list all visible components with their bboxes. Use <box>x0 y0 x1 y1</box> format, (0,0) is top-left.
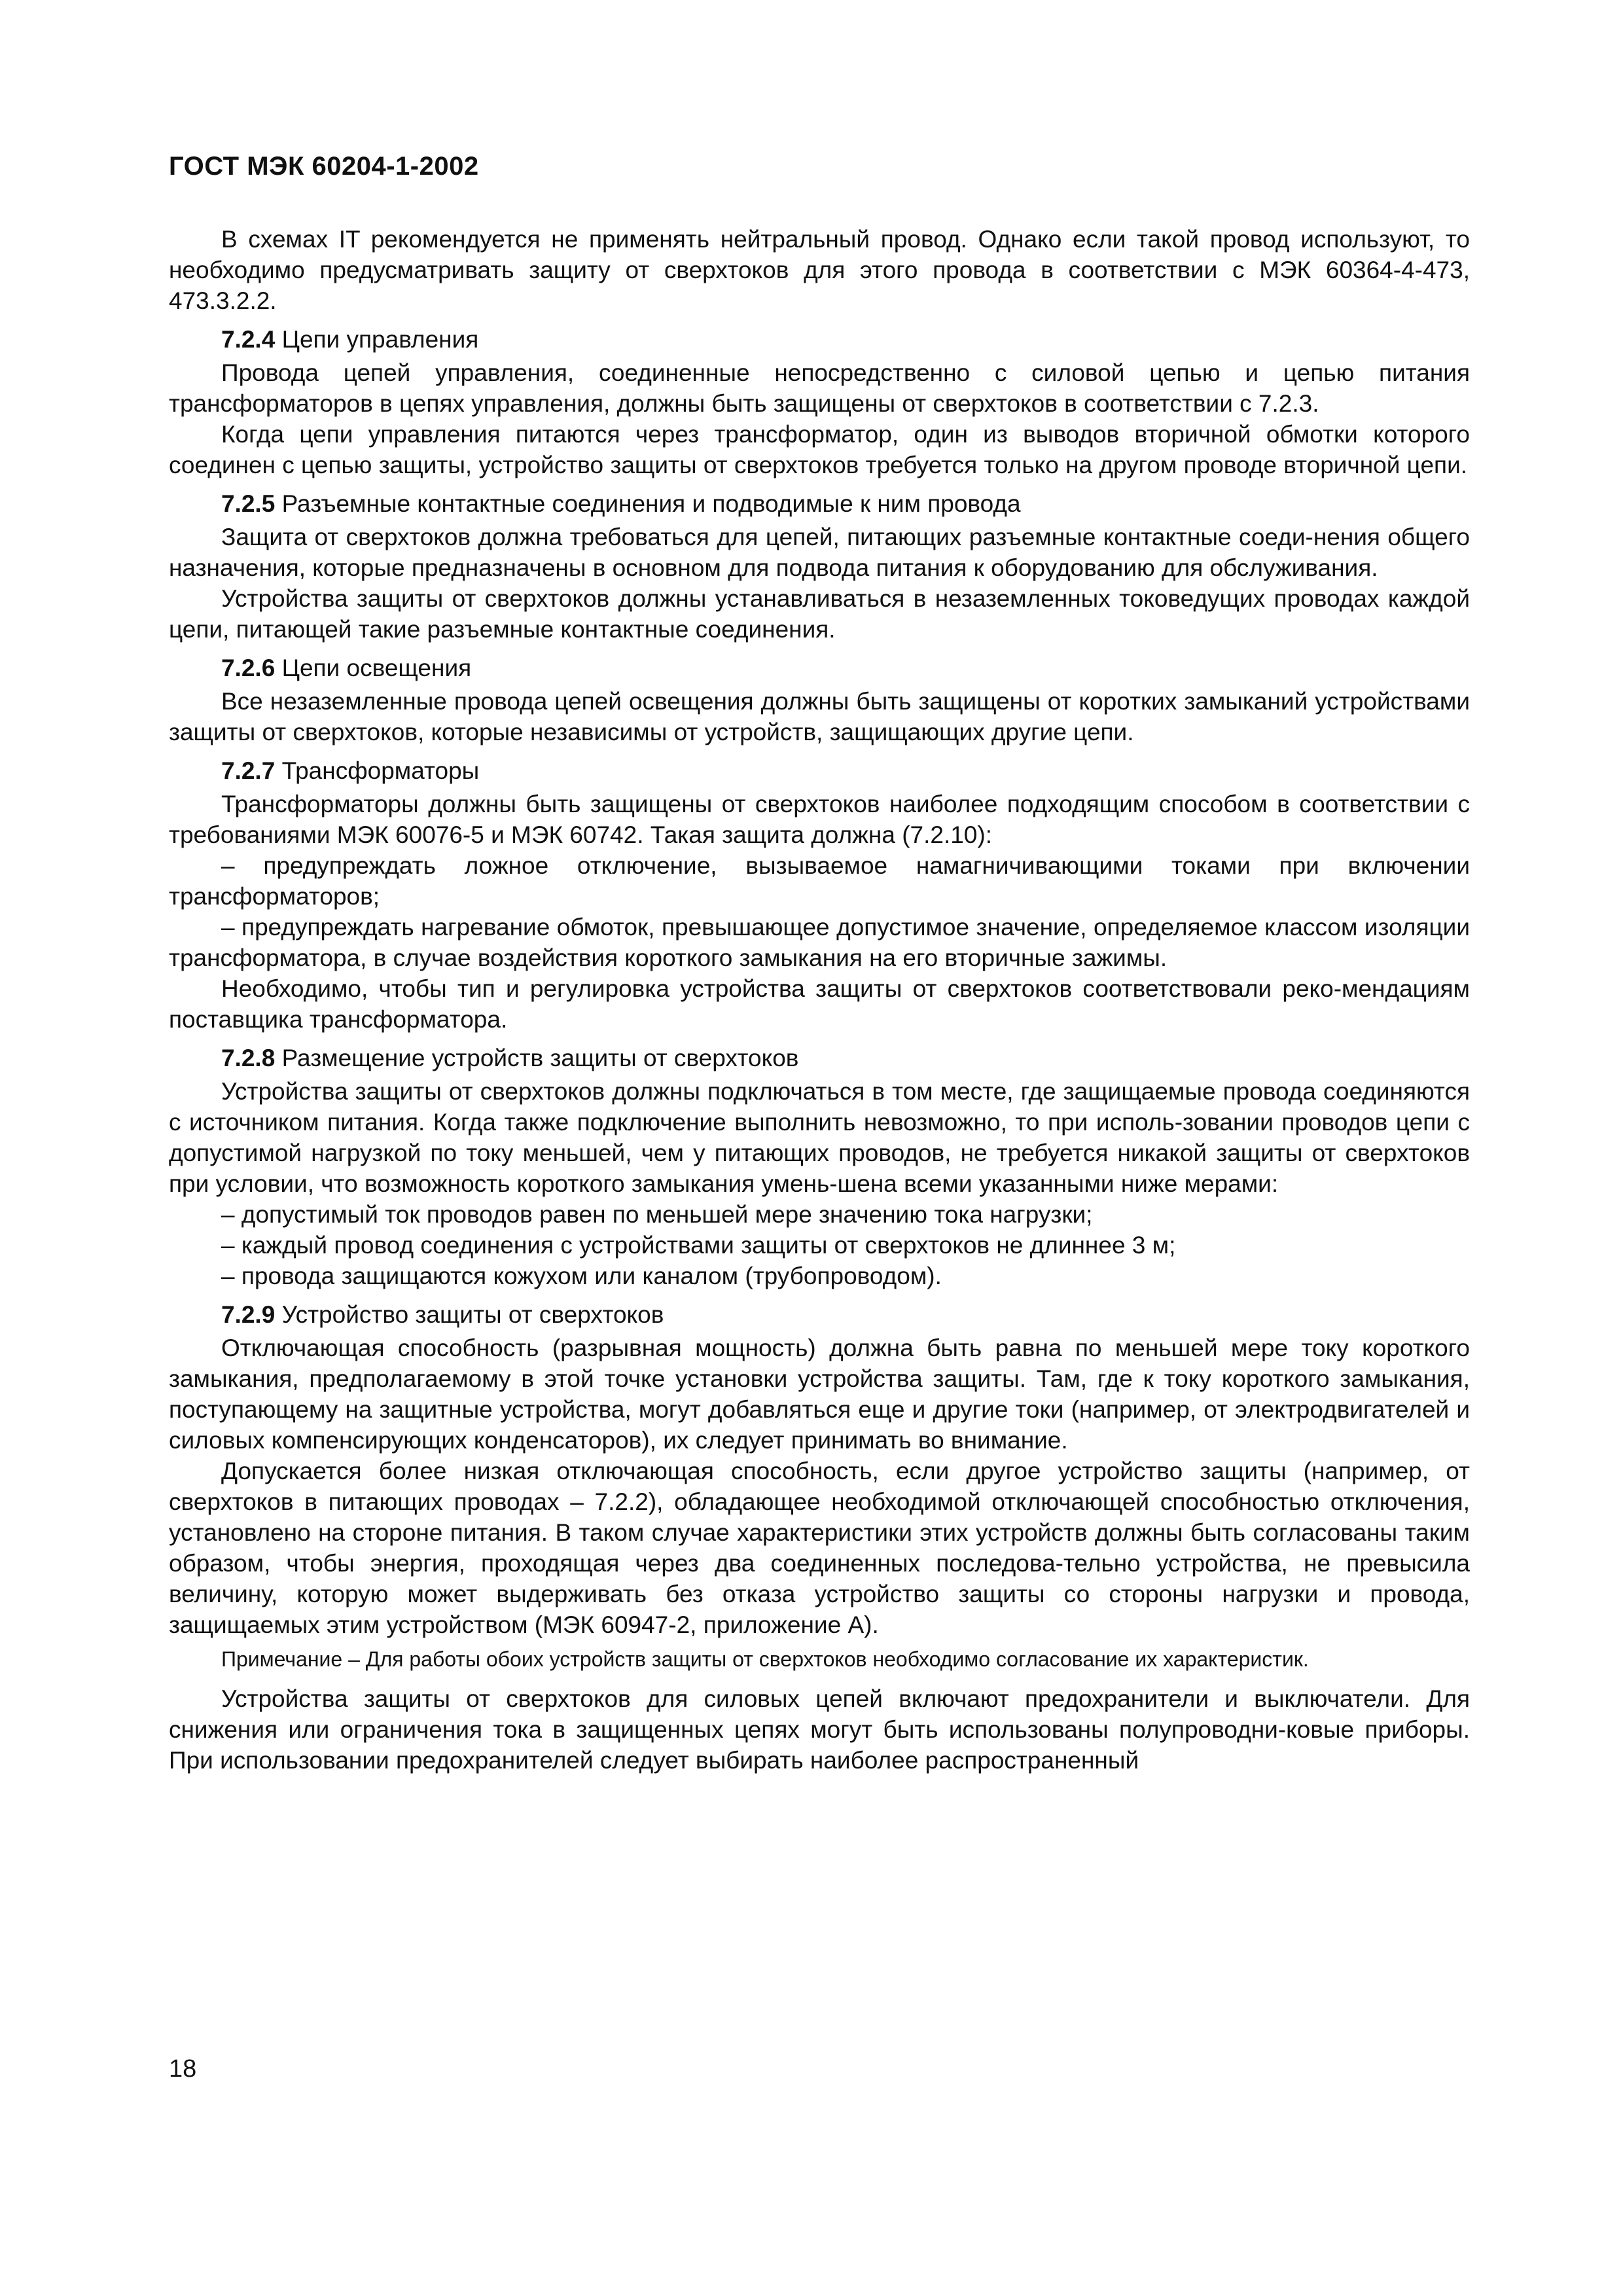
paragraph: Допускается более низкая отключающая способность, если другое устройство защиты (например, от сверхтоков в питающих проводах – 7.2.2), обладающее необходимой отключающей способностью отключения, установлено на стороне питания. В таком случае характеристики этих устройств должны быть согласованы таким образом, чтобы энергия, проходящая через два соединенных последова-тельно устройства, не превысила величину, которую может выдерживать без отказа устройство защиты со стороны нагрузки и провода, защищаемых этим устройством (МЭК 60947-2, приложение А). <box>169 1458 1470 1638</box>
note: Примечание – Для работы обоих устройств защиты от сверхтоков необходимо согласование их характеристик. <box>221 1647 1309 1671</box>
paragraph: Отключающая способность (разрывная мощность) должна быть равна по меньшей мере току короткого замыкания, предполагаемому в этой точке установки устройства защиты. Там, где к току короткого замыкания, поступающему на защитные устройства, могут добавляться еще и другие токи (например, от электродвигателей и силовых компенсирующих конденсаторов), их следует принимать во внимание. <box>169 1335 1470 1454</box>
section-number: 7.2.8 <box>221 1045 276 1071</box>
section-number: 7.2.6 <box>221 655 276 681</box>
paragraph: В схемах IT рекомендуется не применять нейтральный провод. Однако если такой провод используют, то необходимо предусматривать защиту от сверхтоков для этого провода в соответствии с МЭК 60364-4-473, 473.3.2.2. <box>169 226 1470 314</box>
section-heading-7-2-9 <box>169 1299 1470 1330</box>
paragraph: Провода цепей управления, соединенные непосредственно с силовой цепью и цепью питания трансформаторов в цепях управления, должны быть защищены от сверхтоков в соответствии с 7.2.3. <box>169 359 1470 417</box>
section-heading-7-2-8 <box>169 1043 1470 1073</box>
section-title: Цепи освещения <box>281 655 472 681</box>
section-title: Цепи управления <box>281 326 479 353</box>
section-number: 7.2.9 <box>221 1301 276 1328</box>
list-item: – провода защищаются кожухом или каналом (трубопроводом). <box>221 1263 942 1289</box>
list-item: – предупреждать нагревание обмоток, превышающее допустимое значение, определяемое классом изоляции трансформатора, в случае воздействия короткого замыкания на его вторичные зажимы. <box>169 914 1470 971</box>
paragraph: Когда цепи управления питаются через трансформатор, один из выводов вторичной обмотки которого соединен с цепью защиты, устройство защиты от сверхтоков требуется только на другом проводе вторичной цепи. <box>169 421 1470 478</box>
document-header: ГОСТ МЭК 60204-1-2002 <box>169 152 479 181</box>
list-item: – предупреждать ложное отключение, вызываемое намагничивающими токами при включении трансформаторов; <box>169 852 1470 910</box>
section-heading-7-2-7 <box>169 755 1470 786</box>
section-title: Размещение устройств защиты от сверхтоков <box>281 1045 799 1071</box>
section-number: 7.2.5 <box>221 490 276 517</box>
paragraph: Устройства защиты от сверхтоков для силовых цепей включают предохранители и выключатели. Для снижения или ограничения тока в защищенных цепях могут быть использованы полупроводни-ковые приборы. При использовании предохранителей следует выбирать наиболее распространенный <box>169 1685 1470 1774</box>
list-item: – каждый провод соединения с устройствами защиты от сверхтоков не длиннее 3 м; <box>221 1232 1176 1259</box>
section-number: 7.2.7 <box>221 757 276 784</box>
paragraph: Все незаземленные провода цепей освещения должны быть защищены от коротких замыканий устройствами защиты от сверхтоков, которые независимы от устройств, защищающих другие цепи. <box>169 688 1470 745</box>
section-heading-7-2-4 <box>169 324 1470 355</box>
section-title: Устройство защиты от сверхтоков <box>281 1301 664 1328</box>
page-number: 18 <box>169 2055 197 2083</box>
section-number: 7.2.4 <box>221 326 276 353</box>
section-heading-7-2-5 <box>169 488 1470 519</box>
section-heading-7-2-6 <box>169 653 1470 683</box>
paragraph: Трансформаторы должны быть защищены от сверхтоков наиболее подходящим способом в соответствии с требованиями МЭК 60076-5 и МЭК 60742. Такая защита должна (7.2.10): <box>169 791 1470 848</box>
paragraph: Устройства защиты от сверхтоков должны устанавливаться в незаземленных токоведущих проводах каждой цепи, питающей такие разъемные контактные соединения. <box>169 585 1470 643</box>
paragraph: Защита от сверхтоков должна требоваться для цепей, питающих разъемные контактные соеди-нения общего назначения, которые предназначены в основном для подвода питания к оборудованию для обслуживания. <box>169 524 1470 581</box>
paragraph: Устройства защиты от сверхтоков должны подключаться в том месте, где защищаемые провода соединяются с источником питания. Когда также подключение выполнить невозможно, то при исполь-зовании проводов цепи с допустимой нагрузкой по току меньшей, чем у питающих проводов, не требуется никакой защиты от сверхтоков при условии, что возможность короткого замыкания умень-шена всеми указанными ниже мерами: <box>169 1078 1470 1197</box>
section-title: Разъемные контактные соединения и подводимые к ним провода <box>281 490 1021 517</box>
list-item: – допустимый ток проводов равен по меньшей мере значению тока нагрузки; <box>221 1201 1093 1228</box>
paragraph: Необходимо, чтобы тип и регулировка устройства защиты от сверхтоков соответствовали реко-мендациям поставщика трансформатора. <box>169 975 1470 1033</box>
section-title: Трансформаторы <box>281 757 480 784</box>
document-body <box>169 224 1470 1776</box>
